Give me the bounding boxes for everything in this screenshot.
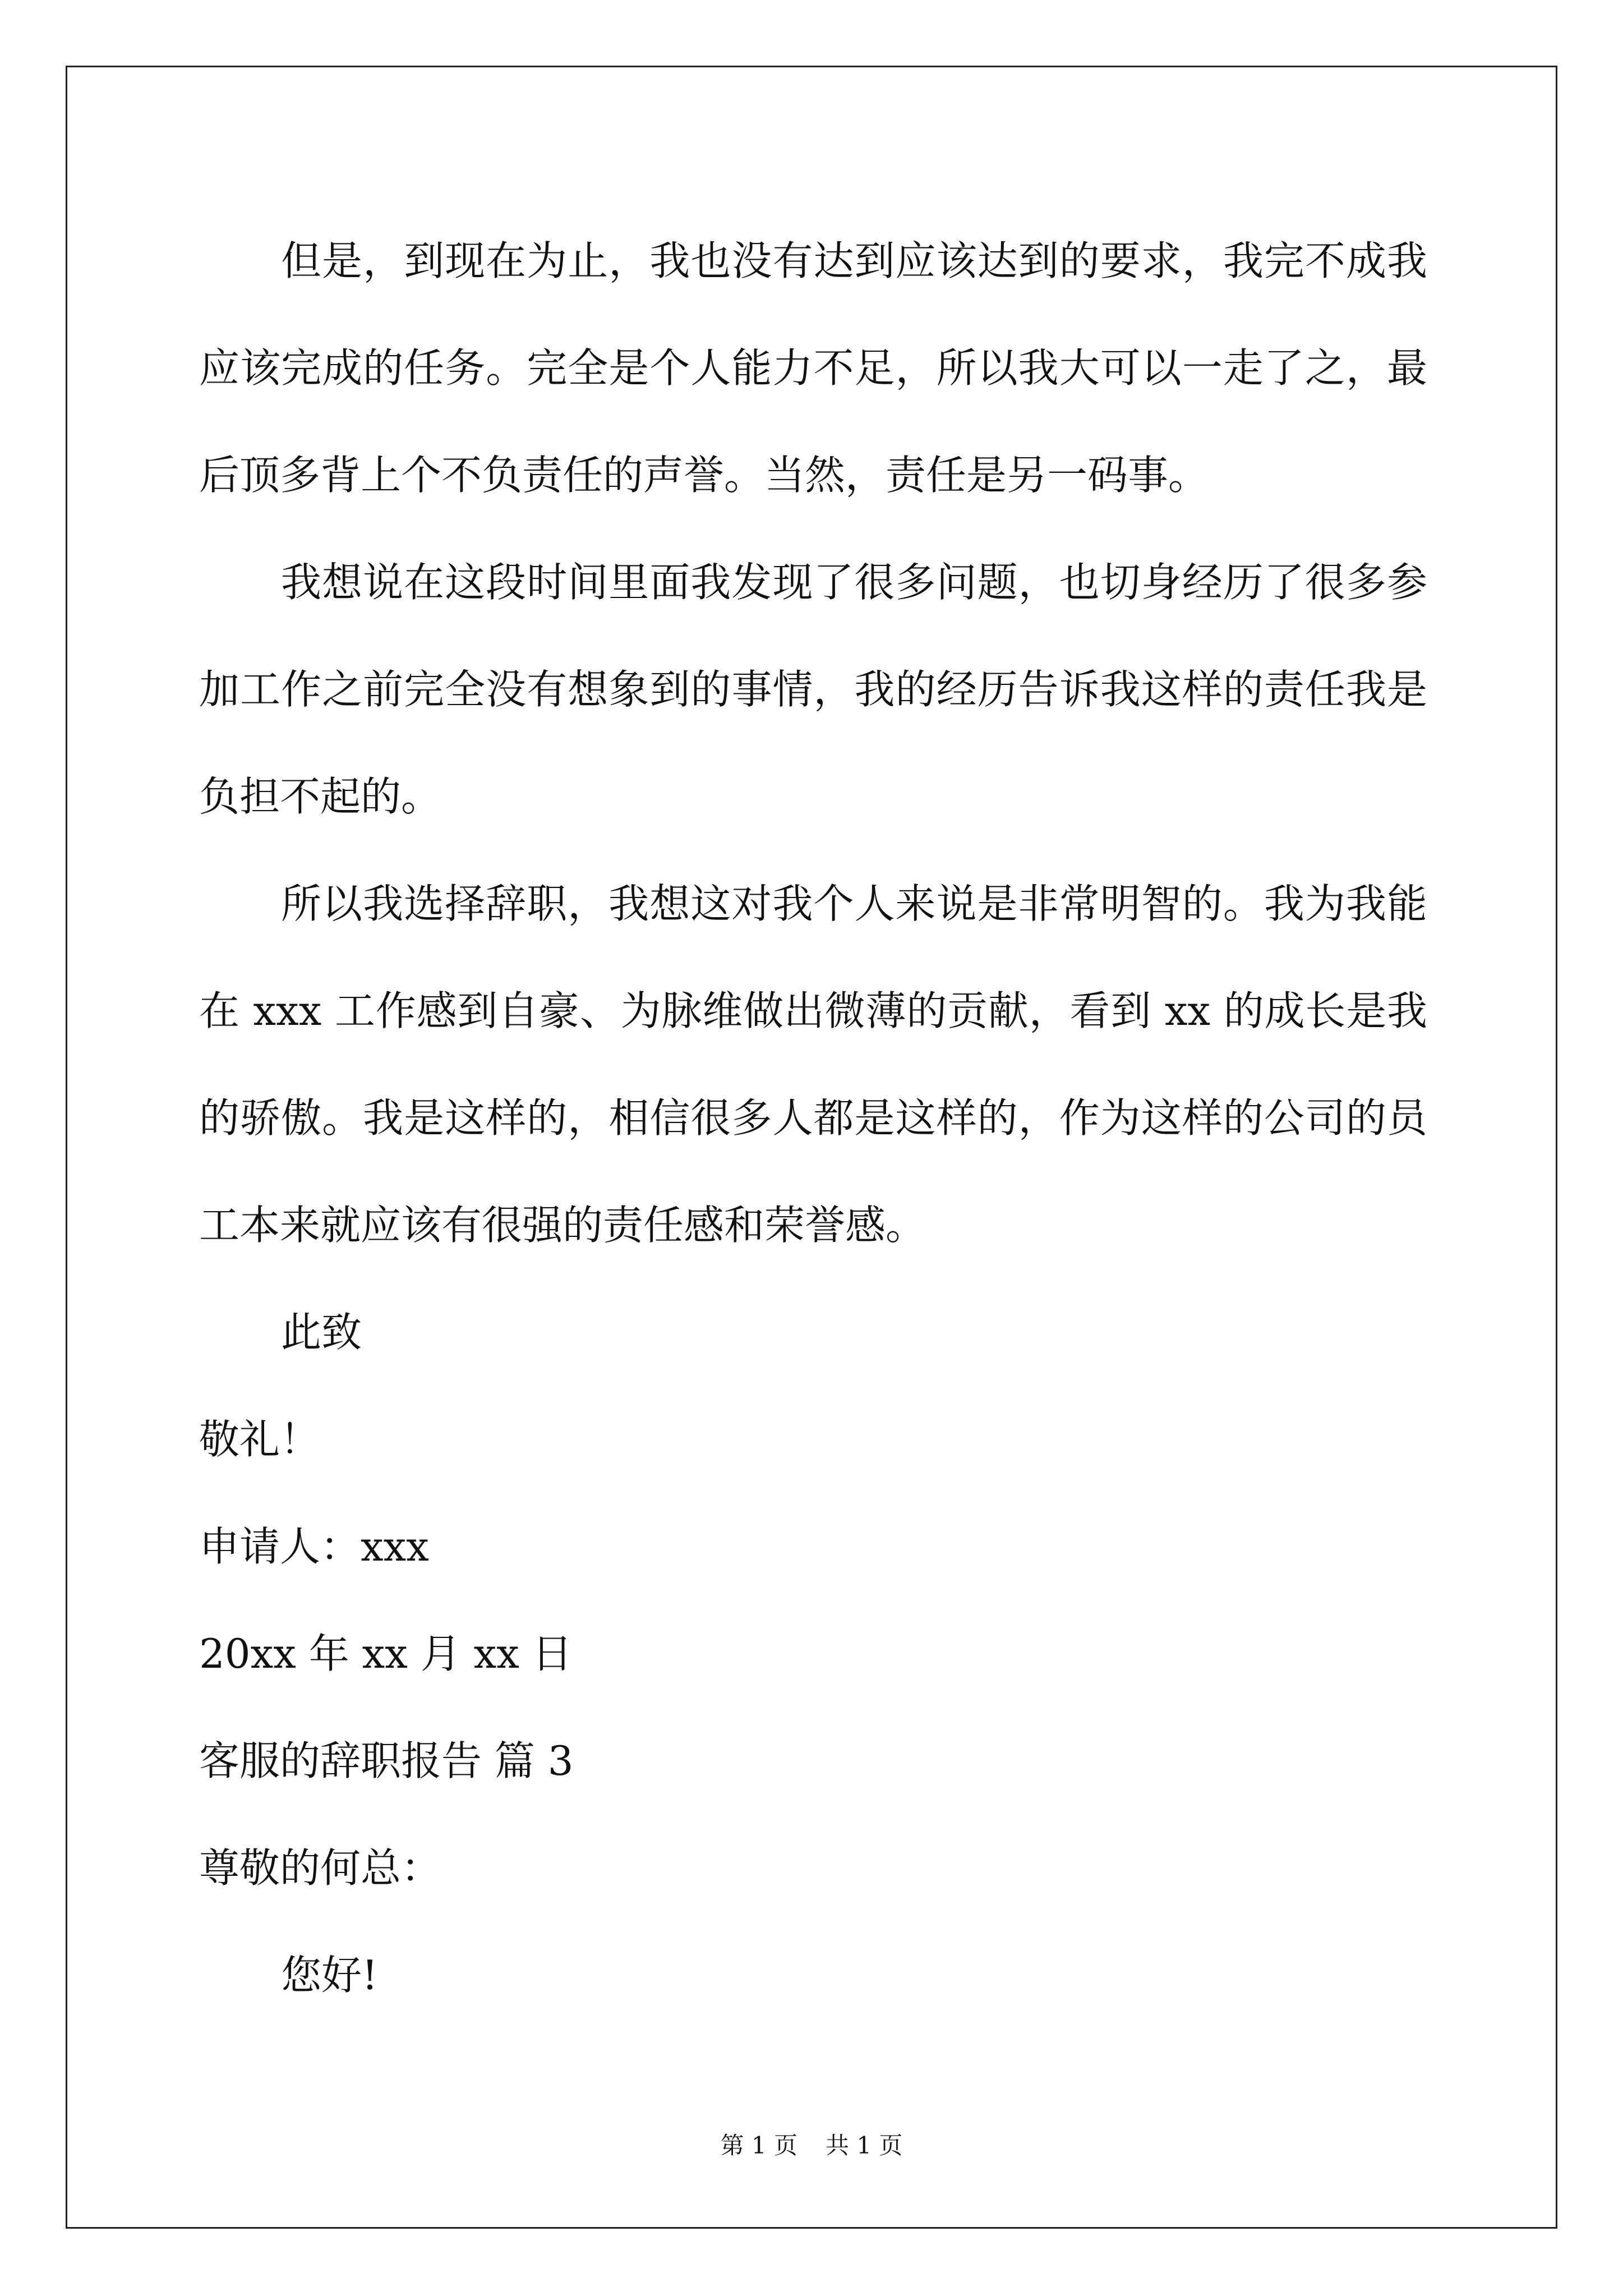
applicant-line: 申请人：xxx xyxy=(199,1523,429,1570)
greeting-line: 您好! xyxy=(281,1952,378,1999)
document-body xyxy=(199,208,1427,2029)
section-title: 客服的辞职报告 篇 3 xyxy=(199,1737,574,1784)
addressee-line: 尊敬的何总： xyxy=(199,1844,442,1892)
page-number-total: 共 1 页 xyxy=(826,2132,903,2159)
page-footer xyxy=(0,2129,1623,2162)
paragraph-3: 所以我选择辞职，我想这对我个人来说是非常明智的。我为我能在 xxx 工作感到自豪、为脉维做出微薄的贡献，看到 xx 的成长是我的骄傲。我是这样的，相信很多人都是这样的，作为这样的公司的员工本来就应该有很强的责任感和荣誉感。 xyxy=(199,880,1427,1249)
paragraph-2: 我想说在这段时间里面我发现了很多问题，也切身经历了很多参加工作之前完全没有想象到的事情，我的经历告诉我这样的责任我是负担不起的。 xyxy=(199,559,1427,820)
salute-line: 敬礼！ xyxy=(199,1416,321,1463)
page-number-current: 第 1 页 xyxy=(720,2132,797,2159)
paragraph-1: 但是，到现在为止，我也没有达到应该达到的要求，我完不成我应该完成的任务。完全是个人能力不足，所以我大可以一走了之，最后顶多背上个不负责任的声誉。当然，责任是另一码事。 xyxy=(199,237,1427,499)
date-line: 20xx 年 xx 月 xx 日 xyxy=(199,1630,573,1677)
closing-line: 此致 xyxy=(281,1309,362,1356)
